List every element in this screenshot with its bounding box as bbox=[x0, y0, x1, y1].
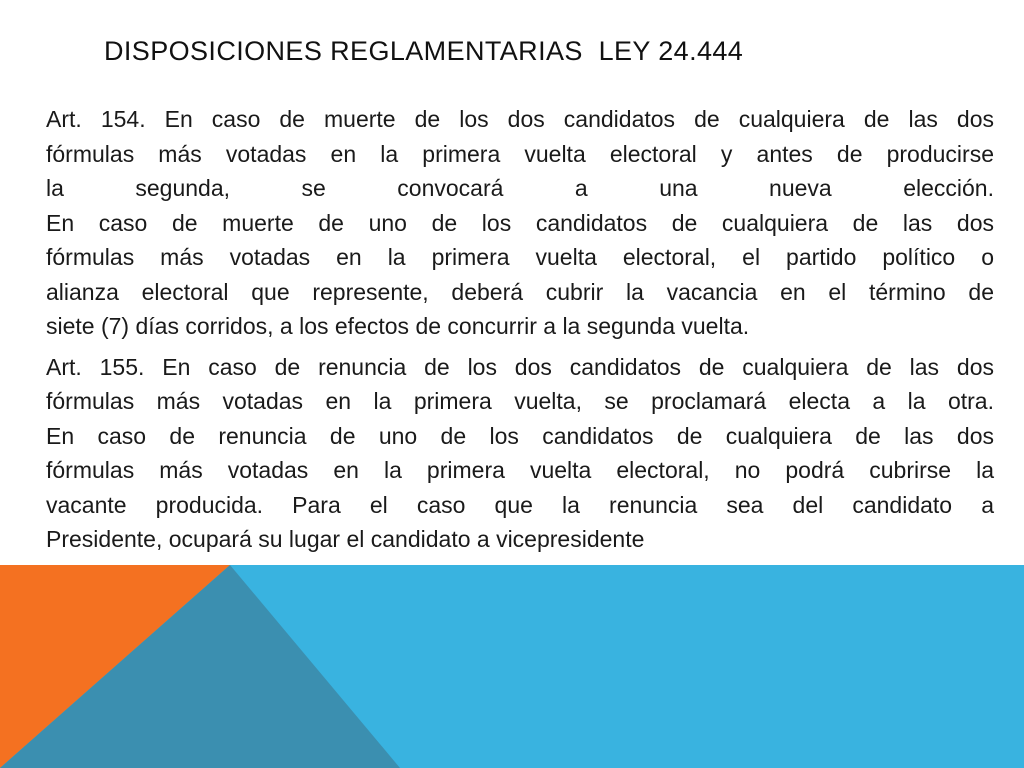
article-line: fórmulas más votadas en la primera vuelta electoral, el partido político o bbox=[46, 244, 994, 270]
slide-title: DISPOSICIONES REGLAMENTARIAS LEY 24.444 bbox=[104, 36, 744, 66]
article-line: Presidente, ocupará su lugar el candidato a vicepresidente bbox=[46, 526, 645, 552]
article-line: En caso de muerte de uno de los candidatos de cualquiera de las dos bbox=[46, 209, 994, 236]
article-line: En caso de renuncia de uno de los candidatos de cualquiera de las dos bbox=[46, 422, 994, 449]
article-text: En caso de muerte de los dos candidatos de cualquiera de las dos bbox=[145, 106, 994, 132]
article-154 bbox=[46, 102, 994, 344]
article-line: fórmulas más votadas en la primera vuelta electoral y antes de producirse bbox=[46, 140, 994, 167]
decorative-footer-shapes bbox=[0, 565, 1024, 768]
slide-body bbox=[46, 102, 994, 563]
article-line: la segunda, se convocará a una nueva elección. bbox=[46, 175, 994, 201]
article-line: siete (7) días corridos, a los efectos de concurrir a la segunda vuelta. bbox=[46, 313, 750, 339]
article-155 bbox=[46, 350, 994, 557]
article-line bbox=[46, 350, 994, 385]
article-line: vacante producida. Para el caso que la renuncia sea del candidato a bbox=[46, 491, 994, 518]
article-label: Art. 155. bbox=[46, 353, 145, 380]
article-line: fórmulas más votadas en la primera vuelta electoral, no podrá cubrirse la bbox=[46, 457, 994, 483]
article-text: En caso de renuncia de los dos candidatos de cualquiera de las dos bbox=[144, 353, 994, 380]
article-label: Art. 154. bbox=[46, 106, 146, 132]
article-line: alianza electoral que represente, deberá cubrir la vacancia en el término de bbox=[46, 278, 994, 305]
article-line bbox=[46, 102, 994, 137]
article-line: fórmulas más votadas en la primera vuelta, se proclamará electa a la otra. bbox=[46, 388, 994, 414]
